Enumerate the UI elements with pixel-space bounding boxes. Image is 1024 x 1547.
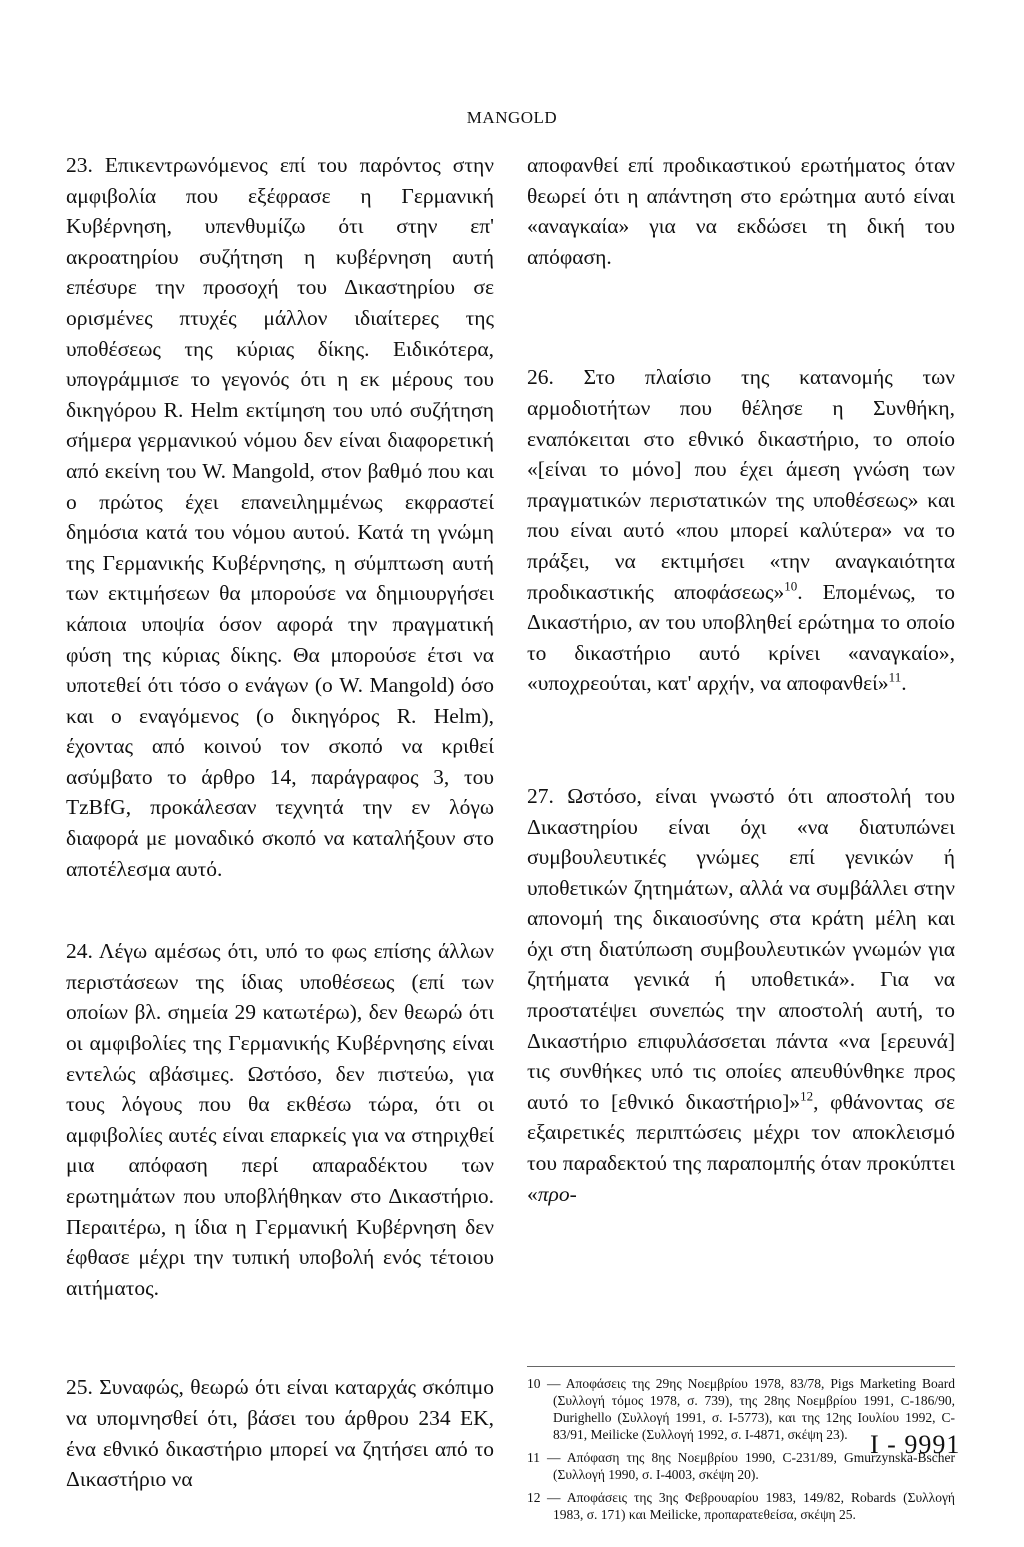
footnote-ref-11[interactable]: 11 (888, 669, 902, 685)
paragraph-number: 25. (66, 1375, 93, 1400)
footnote-12 (527, 1489, 955, 1523)
paragraph-text: Ωστόσο, είναι γνωστό ότι αποστολή του Δικαστηρίου είναι όχι «να διατυπώνει συμβουλευτικές γνώμες επί γενικών ή υποθετικών ζητημάτων, αλλά να συμβάλλει στην απονομή της δικαιοσύνης στα κράτη μέλη και όχι στη διατύπωση συμβουλευτικών γνωμών για ζητήματα γενικά ή υποθετικά». Για να προστατέψει συνεπώς την αποστολή αυτή, το Δικαστήριο επιφυλάσσεται πάντα «να [ερευνά] τις συνθήκες υπό τις οποίες απευθύνθηκε προς αυτό το [εθνικό δικαστήριο]» (527, 783, 955, 1114)
paragraph-text: . (901, 671, 907, 696)
footnote-text: — Αποφάσεις της 3ης Φεβρουαρίου 1983, 149/82, Robards (Συλλογή 1983, σ. 171) και Meilicke, προπαρατεθείσα, σκέψη 25. (547, 1490, 955, 1522)
footnote-ref-12[interactable]: 12 (800, 1088, 814, 1104)
paragraph-text: . Επομένως, το Δικαστήριο, αν του υποβληθεί ερώτημα το οποίο το δικαστήριο αυτό κρίνει «αναγκαίο», «υποχρεούται, κατ' αρχήν, να αποφανθεί» (527, 579, 956, 696)
page-number: I - 9991 (870, 1430, 961, 1459)
right-column (527, 150, 955, 1209)
italic-text: προ- (537, 1181, 577, 1206)
paragraph-text: αποφανθεί επί προδικαστικού ερωτήματος όταν θεωρεί ότι η απάντηση στο ερώτημα αυτό είναι «αναγκαία» για να εκδώσει τη δική του απόφαση. (527, 153, 955, 269)
paragraph-number: 23. (66, 153, 93, 177)
left-column (66, 150, 494, 1495)
paragraph-24 (66, 936, 494, 1303)
paragraph-27 (527, 781, 955, 1209)
footnote-ref-10[interactable]: 10 (784, 578, 798, 594)
footnote-number: 12 (527, 1490, 541, 1505)
paragraph-25-continued (527, 150, 955, 272)
paragraph-text: Επικεντρωνόμενος επί του παρόντος στην αμφιβολία που εξέφρασε η Γερμανική Κυβέρνηση, υπενθυμίζω ότι στην επ' ακροατηρίου συζήτηση η κυβέρνηση αυτή επέσυρε την προσοχή του Δικαστηρίου σε ορισμένες πτυχές μάλλον ιδιαίτερες της υποθέσεως της κύριας δίκης. Ειδικότερα, υπογράμμισε το γεγονός ότι η εκ μέρους του δικηγόρου R. Helm εκτίμηση του υπό συζήτηση σήμερα γερμανικού νόμου δεν είναι διαφορετική από εκείνη του W. Mangold, στον βαθμό που και ο πρώτος έχει επανειλημμένως εκφραστεί δημόσια κατά του νόμου αυτού. Κατά τη γνώμη της Γερμανικής Κυβέρνησης, η σύμπτωση αυτή των εκτιμήσεων θα μπορούσε να δημιουργήσει κάποια υποψία όσον αφορά την πραγματική φύση της κύριας δίκης. Θα μπορούσε έτσι να υποτεθεί ότι τόσο ο ενάγων (ο W. Mangold) όσο και ο εναγόμενος (ο δικηγόρος R. Helm), έχοντας από κοινού τον σκοπό να κριθεί ασύμβατο το άρθρο 14, παράγραφος 3, του TzBfG, προκάλεσαν τεχνητά την εν λόγω διαφορά με μοναδικό σκοπό να καταλήξουν στο αποτέλεσμα αυτό. (66, 153, 495, 881)
paragraph-text: , φθάνοντας σε εξαιρετικές περιπτώσεις μέχρι τον αποκλεισμό του παραδεκτού της παραπομπής όταν προκύπτει « (527, 1089, 956, 1206)
paragraph-25 (66, 1372, 494, 1494)
paragraph-number: 26. (527, 365, 554, 390)
paragraph-number: 27. (527, 783, 554, 808)
paragraph-23 (66, 150, 494, 884)
footnote-number: 11 (527, 1450, 540, 1465)
paragraph-text: Συναφώς, θεωρώ ότι είναι καταρχάς σκόπιμο να υπομνησθεί ότι, βάσει του άρθρου 234 ΕΚ, ένα εθνικό δικαστήριο μπορεί να ζητήσει από το Δικαστήριο να (66, 1375, 495, 1492)
footnote-number: 10 (527, 1376, 541, 1391)
paragraph-text: Στο πλαίσιο της κατανομής των αρμοδιοτήτων που θέλησε η Συνθήκη, εναπόκειται στο εθνικό δικαστήριο, το οποίο «[είναι το μόνο] που έχει άμεση γνώση των πραγματικών περιστατικών της υποθέσεως» και που είναι αυτό «που μπορεί καλύτερα» να το πράξει, να εκτιμήσει «την αναγκαιότητα προδικαστικής αποφάσεως» (527, 365, 955, 604)
paragraph-26 (527, 362, 955, 699)
paragraph-text: Λέγω αμέσως ότι, υπό το φως επίσης άλλων περιστάσεων της ίδιας υποθέσεως (επί των οποίων βλ. σημεία 29 κατωτέρω), δεν θεωρώ ότι οι αμφιβολίες της Γερμανικής Κυβέρνησης είναι εντελώς αβάσιμες. Ωστόσο, δεν πιστεύω, για τους λόγους που θα εκθέσω τώρα, ότι οι αμφιβολίες αυτές είναι επαρκείς για να στηριχθεί μια απόφαση περί απαραδέκτου των ερωτημάτων που υποβλήθηκαν στο Δικαστήριο. Περαιτέρω, η ίδια η Γερμανική Κυβέρνηση δεν έφθασε μέχρι την τυπική υποβολή ενός τέτοιου αιτήματος. (66, 939, 494, 1300)
footnote-text: — Απόφαση της 8ης Νοεμβρίου 1990, C-231/89, Gmurzynska-Bscher (Συλλογή 1990, σ. I-4003, σκέψη 20). (547, 1450, 955, 1482)
running-header: MANGOLD (466, 108, 558, 127)
paragraph-number: 24. (66, 939, 93, 964)
footnote-text: — Αποφάσεις της 29ης Νοεμβρίου 1978, 83/78, Pigs Marketing Board (Συλλογή τόμος 1978, σ. 739), της 28ης Νοεμβρίου 1991, C-186/90, Durighello (Συλλογή 1991, σ. I-5773), και της 12ης Ιουλίου 1992, C-83/91, Meilicke (Συλλογή 1992, σ. I-4871, σκέψη 23). (547, 1376, 955, 1442)
